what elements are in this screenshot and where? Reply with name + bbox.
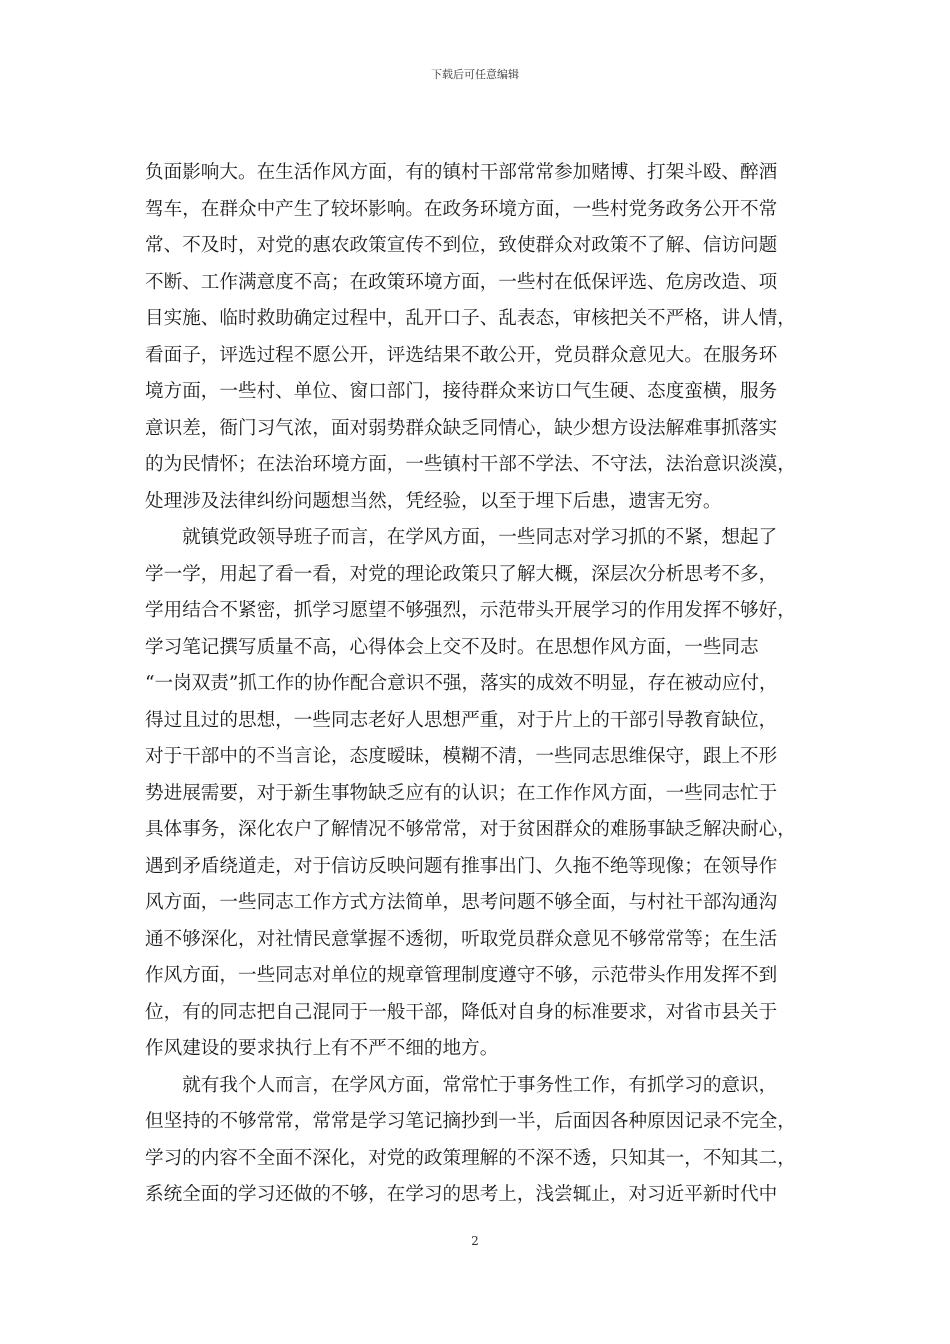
text-line: 看面子，评选过程不愿公开，评选结果不敢公开，党员群众意见大。在服务环 <box>145 344 778 366</box>
text-line: “一岗双责”抓工作的协作配合意识不强，落实的成效不明显，存在被动应付， <box>145 673 778 694</box>
text-line: 处理涉及法律纠纷问题想当然，凭经验，以至于埋下后患，遗害无穷。 <box>145 490 722 512</box>
text-line: 得过且过的思想，一些同志老好人思想严重，对于片上的干部引导教育缺位， <box>145 709 778 731</box>
text-line: 对于干部中的不当言论，态度暧昧，模糊不清，一些同志思维保守，跟上不形 <box>145 746 778 767</box>
paragraph-3 <box>145 1068 805 1214</box>
text-line: 意识差，衙门习气浓，面对弱势群众缺乏同情心，缺少想方设法解难事抓落实 <box>145 417 778 439</box>
text-line: 具体事务，深化农户了解情况不够常常，对于贫困群众的难肠事缺乏解决耐心， <box>145 819 796 840</box>
text-line: 负面影响大。在生活作风方面，有的镇村干部常常参加赌博、打架斗殴、醉酒 <box>145 162 778 183</box>
page-header: 下载后可任意编辑 <box>431 68 519 81</box>
text-line: 就有我个人而言，在学风方面，常常忙于事务性工作，有抓学习的意识， <box>182 1074 778 1096</box>
text-line: 作风方面，一些同志对单位的规章管理制度遵守不够，示范带头作用发挥不到 <box>145 965 778 986</box>
text-line: 就镇党政领导班子而言，在学风方面，一些同志对学习抓的不紧，想起了 <box>182 527 778 548</box>
page-number: 2 <box>471 1234 479 1248</box>
text-line: 境方面，一些村、单位、窗口部门，接待群众来访口气生硬、态度蛮横，服务 <box>145 381 778 402</box>
text-line: 学用结合不紧密，抓学习愿望不够强烈，示范带头开展学习的作用发挥不够好， <box>145 600 796 621</box>
text-line: 势进展需要，对于新生事物缺乏应有的认识；在工作作风方面，一些同志忙于 <box>145 782 778 804</box>
text-line: 但坚持的不够常常，常常是学习笔记摘抄到一半，后面因各种原因记录不完全， <box>145 1111 796 1132</box>
text-line: 不断、工作满意度不高；在政策环境方面，一些村在低保评选、危房改造、项 <box>145 271 778 293</box>
text-line: 的为民情怀；在法治环境方面，一些镇村干部不学法、不守法，法治意识淡漠， <box>145 454 796 475</box>
text-line: 学习的内容不全面不深化，对党的政策理解的不深不透，只知其一，不知其二， <box>145 1147 796 1169</box>
text-line: 目实施、临时救助确定过程中，乱开口子、乱表态，审核把关不严格，讲人情， <box>145 308 796 329</box>
document-body <box>145 155 805 1214</box>
text-line: 作风建设的要求执行上有不严不细的地方。 <box>145 1038 499 1059</box>
text-line: 系统全面的学习还做的不够，在学习的思考上，浅尝辄止，对习近平新时代中 <box>145 1184 778 1205</box>
text-line: 位，有的同志把自己混同于一般干部，降低对自身的标准要求，对省市县关于 <box>145 1001 778 1023</box>
text-line: 驾车，在群众中产生了较坏影响。在政务环境方面，一些村党务政务公开不常 <box>145 198 778 220</box>
text-line: 通不够深化，对社情民意掌握不透彻，听取党员群众意见不够常常等；在生活 <box>145 928 778 950</box>
text-line: 学习笔记撰写质量不高，心得体会上交不及时。在思想作风方面，一些同志 <box>145 636 759 658</box>
text-line: 遇到矛盾绕道走，对于信访反映问题有推事出门、久拖不绝等现像；在领导作 <box>145 855 778 877</box>
paragraph-2 <box>145 520 805 1068</box>
text-line: 常、不及时，对党的惠农政策宣传不到位，致使群众对政策不了解、信访问题 <box>145 235 778 256</box>
text-line: 学一学，用起了看一看，对党的理论政策只了解大概，深层次分析思考不多， <box>145 563 778 585</box>
paragraph-1 <box>145 155 805 520</box>
text-line: 风方面，一些同志工作方式方法简单，思考问题不够全面，与村社干部沟通沟 <box>145 892 778 913</box>
